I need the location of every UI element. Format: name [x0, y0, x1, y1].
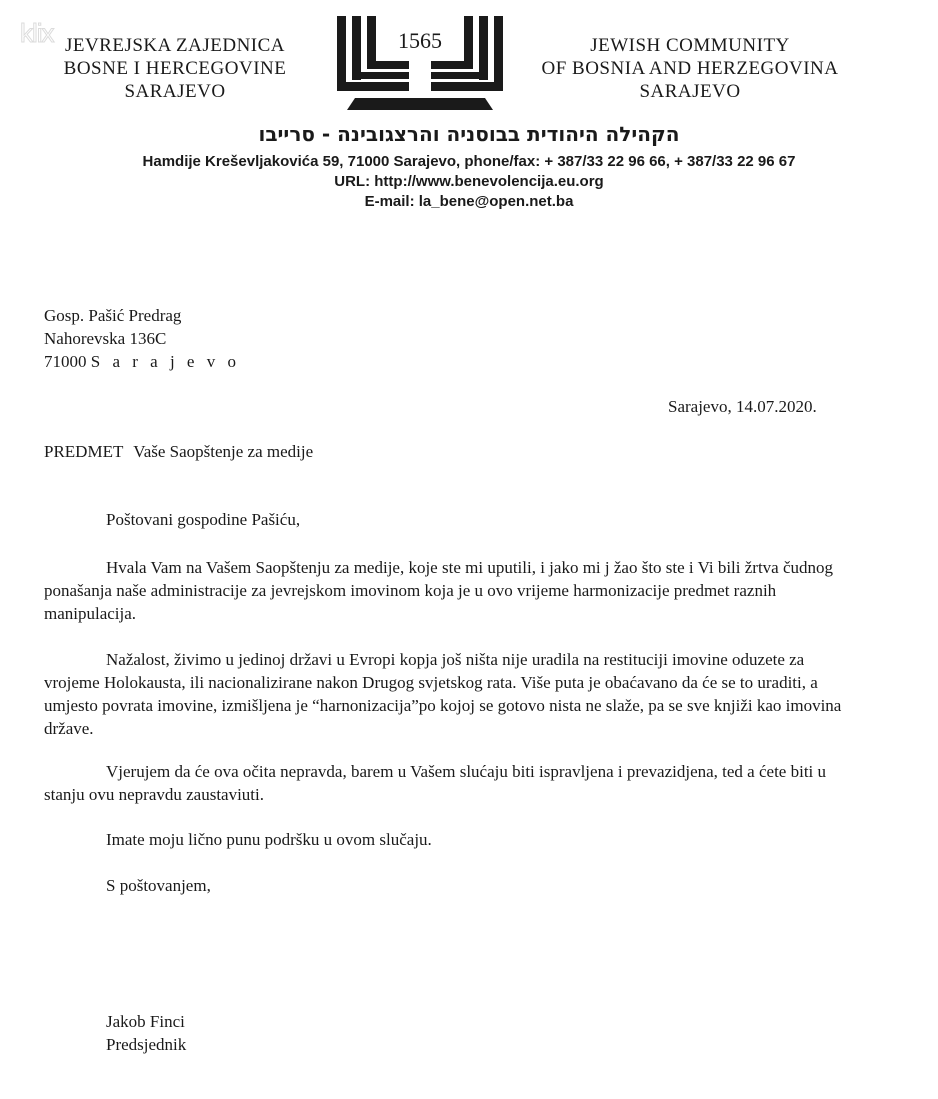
subject-label: PREDMET — [44, 442, 124, 461]
hebrew-name: הקהילה היהודית בבוסניה והרצגובינה - סרייבו — [258, 122, 680, 146]
letterhead-left-line: JEVREJSKA ZAJEDNICA — [64, 35, 286, 56]
body-paragraph: Hvala Vam na Vašem Saopštenju za medije, koje ste mi uputili, i jako mi j žao što ste i Vi bili žrtva čudnog ponašanja naše administracije za jevrejskom imovinom koja je u ovo vrijeme harmonizacije predmet raznih manipulacija. — [44, 558, 834, 623]
body-paragraph: Nažalost, živimo u jedinoj državi u Evropi kopja još ništa nije uradila na restituciji imovine oduzete za vrojeme Holokausta, ili nacionalizirane nakon Drugog svjetskog rata. Više puta je obaćavano da će se to uraditi, a umjesto povrata imovine, izmišljena je “harnonizacija”po kojoj se gotovo nista ne slaže, pa se sve knjiži kao imovina države. — [44, 650, 842, 738]
letterhead-left — [30, 34, 320, 103]
letterhead-right-line: OF BOSNIA AND HERZEGOVINA — [541, 58, 839, 79]
watermark-logo: klix — [20, 18, 54, 48]
letterhead-left-line: BOSNE I HERCEGOVINE — [63, 58, 287, 79]
logo-year: 1565 — [398, 28, 442, 53]
contact-email: E-mail: la_bene@open.net.ba — [364, 193, 574, 210]
contact-address: Hamdije Kreševljakovića 59, 71000 Sarajevo, phone/fax: + 387/33 22 96 66, + 387/33 22 96 67 — [142, 153, 796, 170]
recipient-street: Nahorevska 136C — [44, 329, 167, 348]
recipient-postal-code: 71000 — [44, 352, 87, 371]
salutation: Poštovani gospodine Pašiću, — [106, 510, 301, 529]
closing: S poštovanjem, — [106, 876, 211, 895]
letterhead-right — [520, 34, 860, 103]
subject-text: Vaše Saopštenje za medije — [133, 442, 314, 461]
recipient-name: Gosp. Pašić Predrag — [44, 306, 182, 325]
body-paragraph: Vjerujem da će ova očita nepravda, barem u Vašem slućaju biti ispravljena i prevazidjena, ted a ćete biti u stanju ovu nepravdu zaustaviuti. — [44, 762, 827, 804]
community-logo-icon — [335, 16, 505, 112]
recipient-block — [44, 304, 240, 373]
recipient-city: S a r a j e v o — [90, 352, 240, 371]
body-paragraph: Imate moju lično punu podršku u ovom slučaju. — [106, 830, 432, 849]
recipient-city-line — [44, 350, 240, 373]
signature-block — [106, 1010, 186, 1056]
signer-title: Predsjednik — [106, 1035, 187, 1054]
date-line: Sarajevo, 14.07.2020. — [668, 397, 817, 416]
letterhead-left-line: SARAJEVO — [124, 81, 226, 102]
subject-line — [44, 440, 313, 463]
letterhead-right-line: JEWISH COMMUNITY — [590, 35, 790, 56]
letterhead-right-line: SARAJEVO — [639, 81, 741, 102]
contact-url: URL: http://www.benevolencija.eu.org — [334, 173, 604, 190]
signer-name: Jakob Finci — [106, 1012, 185, 1031]
